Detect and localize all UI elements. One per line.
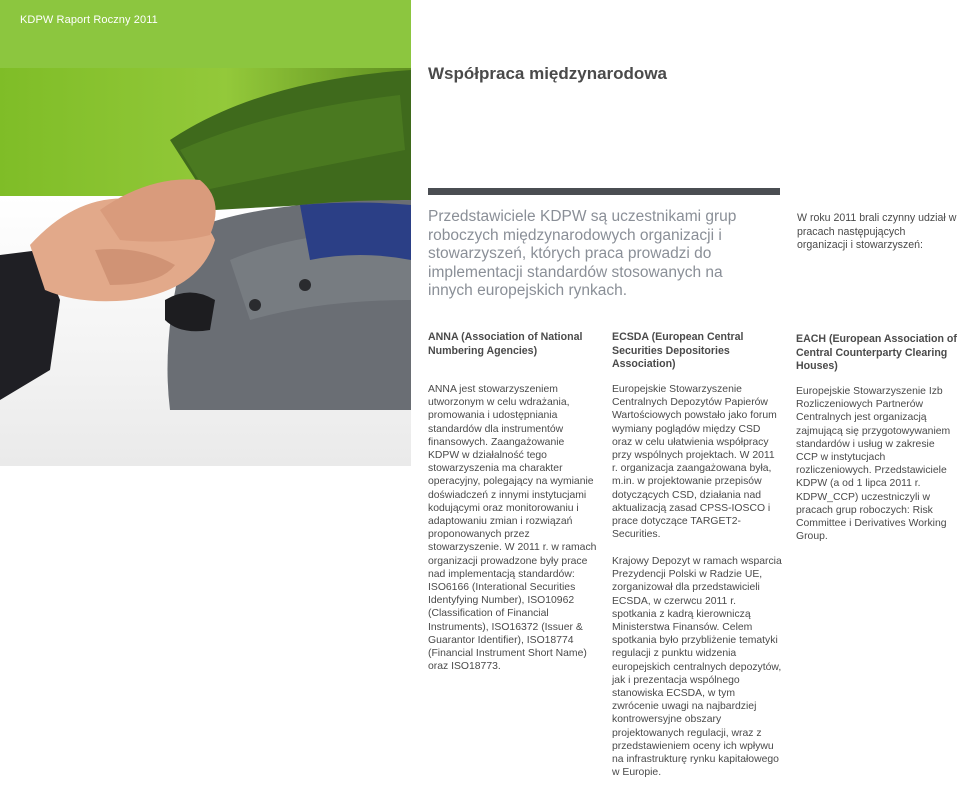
column-body [612,383,782,793]
handshake-photo [0,0,411,466]
column-anna [428,331,598,673]
section-divider [428,188,780,195]
column-ecsda [612,331,782,779]
handshake-illustration [0,0,411,466]
column-paragraph: Europejskie Stowarzyszenie Centralnych Depozytów Papierów Wartościowych powstało jako forum wymiany poglądów między CSD oraz w celu ułatwienia współpracy przy wspólnych projektach. W 2011 r. organizacja zaangażowana była, m.in. w projektowanie przepisów dotyczących CSD, działania nad aktualizacją zasad CPSS-IOSCO i prace dotyczące TARGET2-Securities. [612,384,777,541]
column-paragraph: Europejskie Stowarzyszenie Izb Rozliczeniowych Partnerów Centralnych jest organizacją zajmującą się przygotowywaniem standardów i usług w zakresie CCP w instytucjach rozliczeniowych. Przedstawiciele KDPW (a od 1 lipca 2011 r. KDPW_CCP) uczestniczyli w pracach grup roboczych: Risk Committee i Derivatives Working Group. [796,386,951,543]
lead-paragraph: Przedstawiciele KDPW są uczestnikami grup roboczych międzynarodowych organizacji i stowarzyszeń, których praca prowadzi do implementacji standardów stosowanych na innych europejskich rynkach. [428,208,737,299]
document-header: KDPW Raport Roczny 2011 [20,14,158,26]
column-paragraph: ANNA jest stowarzyszeniem utworzonym w celu wdrażania, promowania i udostępniania standardów dla instrumentów finansowych. Zaangażowanie KDPW w działalność tego stowarzyszenia ma charakter operacyjny, polegający na wymianie doświadczeń z innymi instytucjami kodującymi oraz monitorowaniu i adaptowaniu zmian i rozwiązań proponowanych przez stowarzyszenie. W 2011 r. w ramach organizacji prowadzone były prace nad implementacją standardów: ISO6166 (Interational Securities Identyfying Number), ISO10962 (Classification of Financial Instruments), ISO16372 (Issuer & Guarantor Identifier), ISO18774 (Financial Instrument Short Name) oraz ISO18773. [428,384,597,673]
column-paragraph: Krajowy Depozyt w ramach wsparcia Prezydencji Polski w Radzie UE, zorganizował dla przedstawicieli ECSDA, w czerwcu 2011 r. spotkania z kadrą kierowniczą Ministerstwa Finansów. Celem spotkania było przybliżenie tematyki regulacji z punktu widzenia europejskich centralnych depozytów, jak i prezentacja wspólnego stanowiska ECSDA, w tym zwrócenie uwagi na najbardziej kontrowersyjne obszary projektowanych regulacji, wraz z przedstawieniem oceny ich wpływu na infrastrukturę rynku kapitałowego w Europie. [612,555,782,779]
column-each [796,333,958,543]
column-heading: ECSDA (European Central Securities Depositories Association) [612,331,744,370]
column-body [796,385,958,557]
column-body [428,383,598,687]
page-title: Współpraca międzynarodowa [428,64,667,83]
column-heading: EACH (European Association of Central Counterparty Clearing Houses) [796,333,957,372]
column-heading: ANNA (Association of National Numbering Agencies) [428,331,583,357]
intro-paragraph: W roku 2011 brali czynny udział w pracach następujących organizacji i stowarzyszeń: [797,212,957,251]
